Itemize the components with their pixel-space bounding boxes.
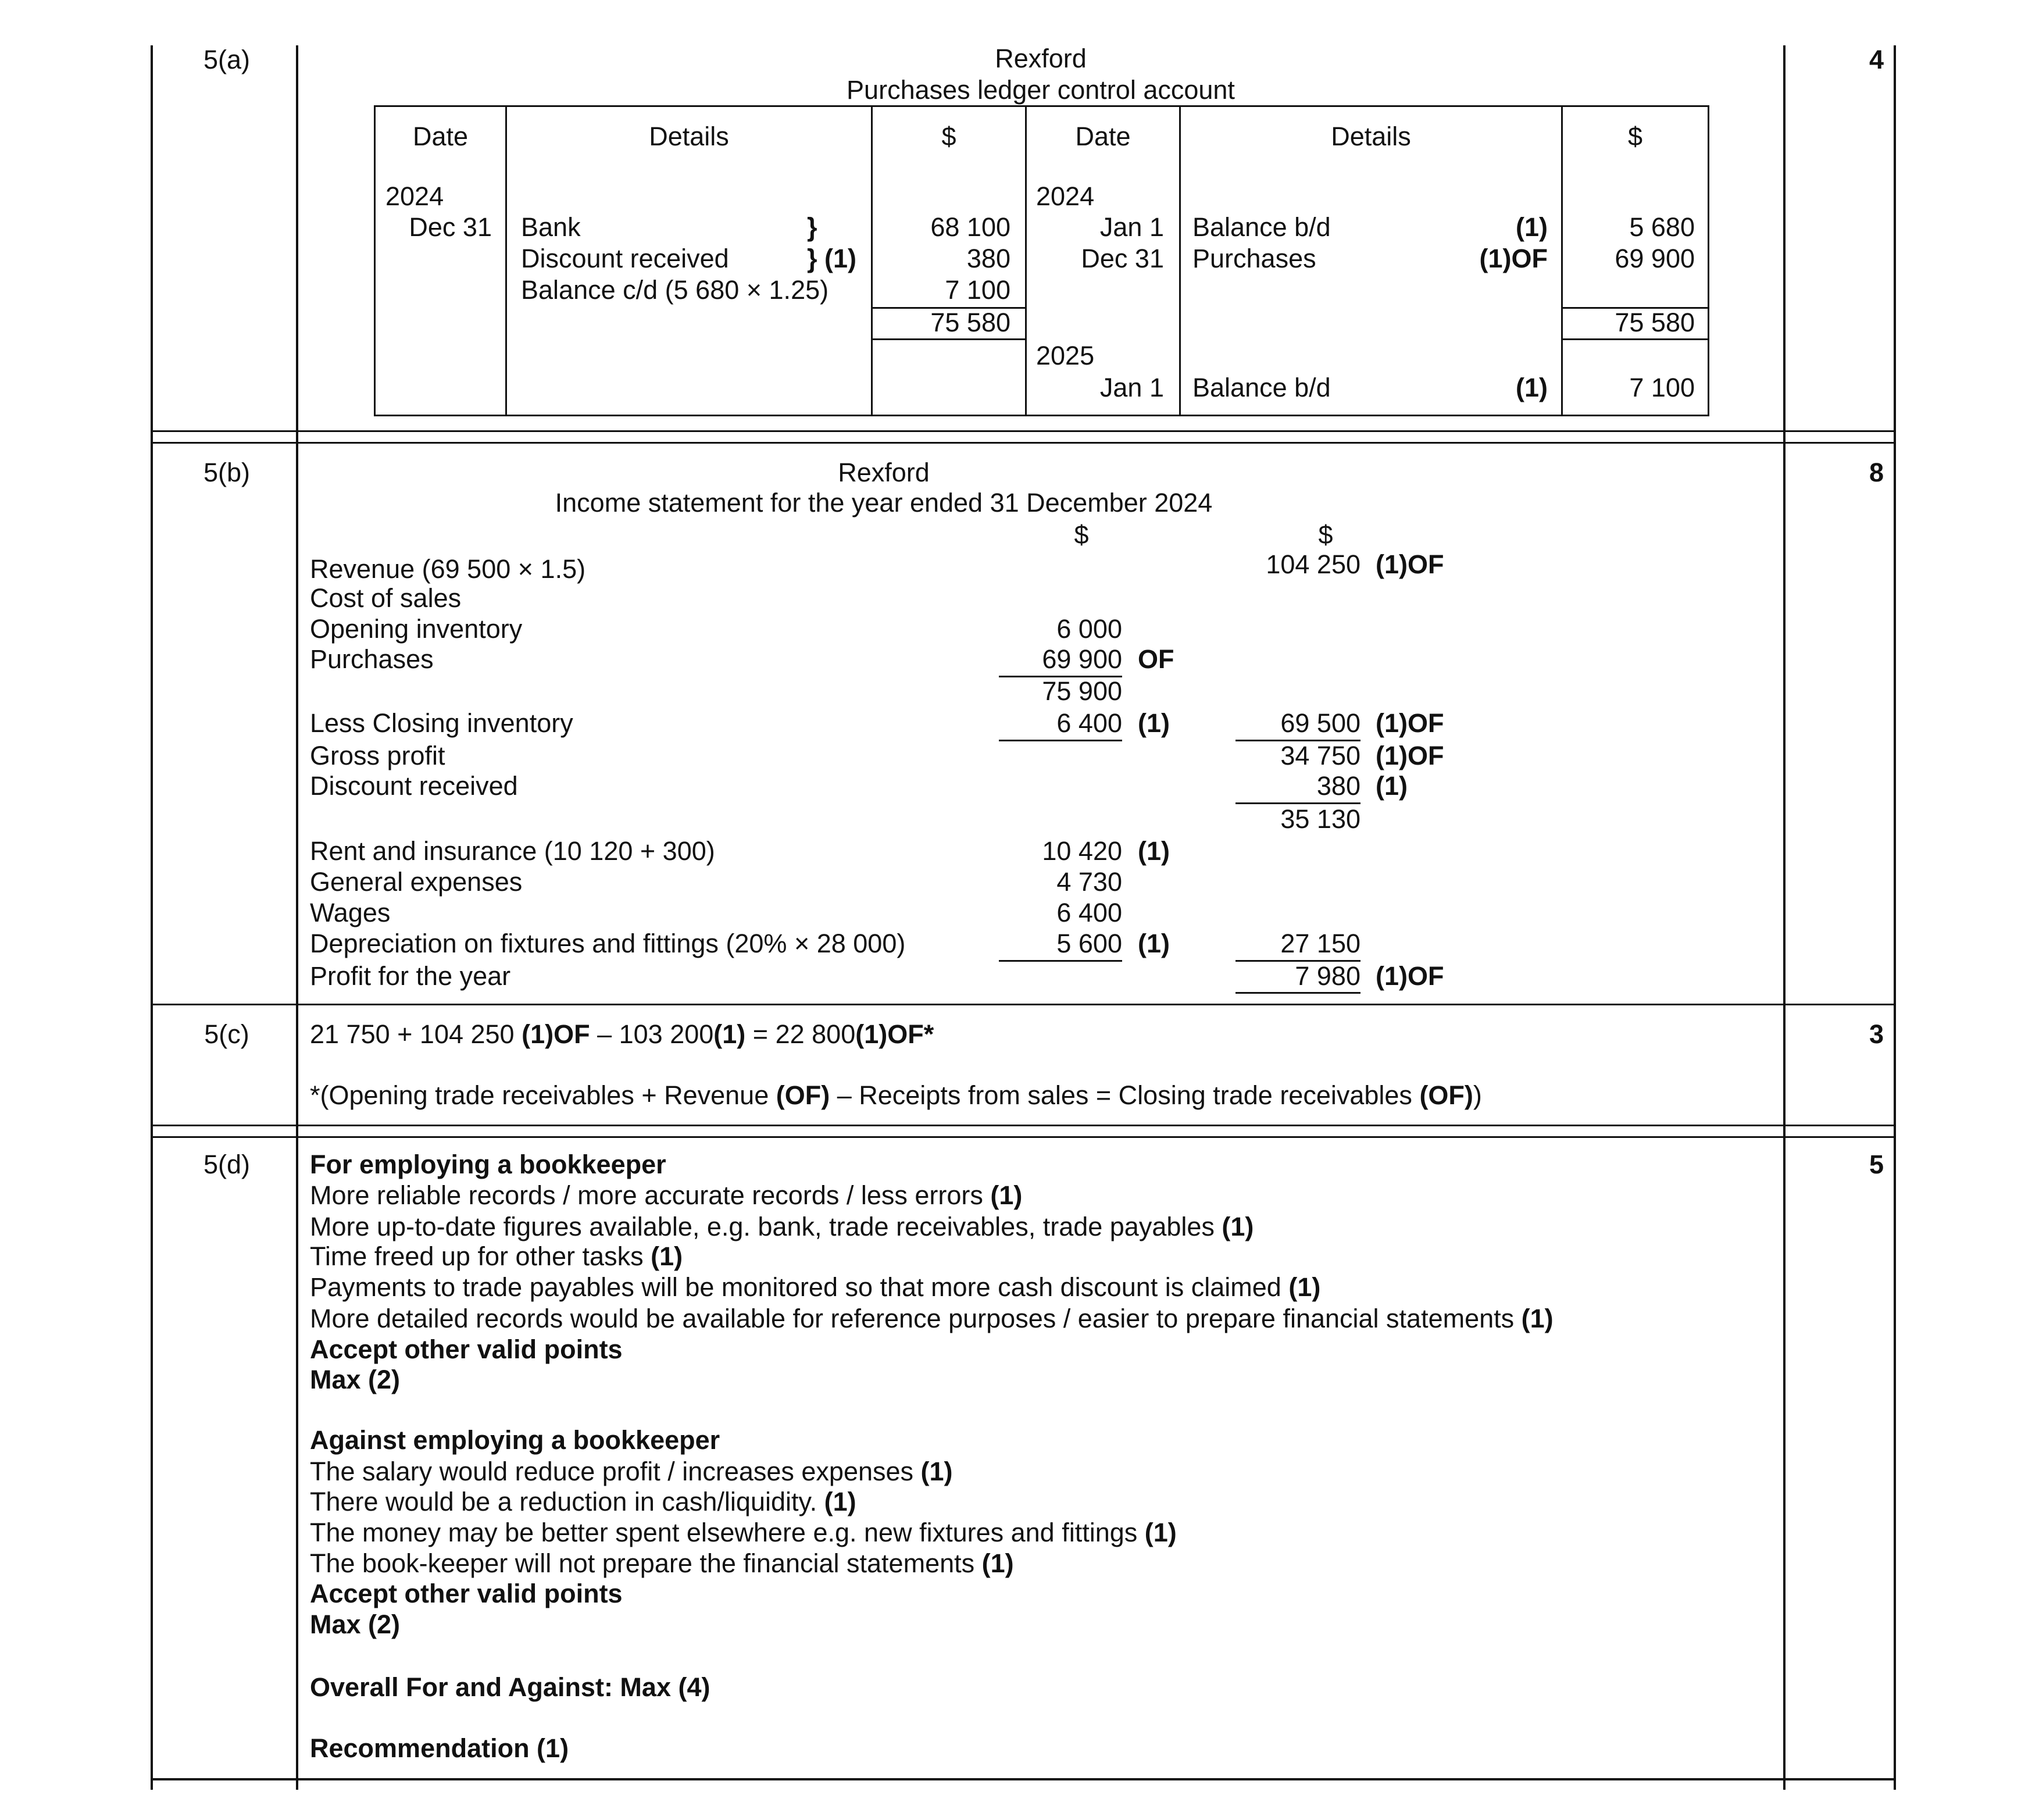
income-discount-label: Discount received [310,771,518,801]
for-point: Time freed up for other tasks (1) [310,1241,683,1271]
ledger-bottom-border [374,415,1709,416]
income-purchases-label: Purchases [310,644,434,674]
grid-col1-divider [296,45,298,1790]
explain-part-1: *(Opening trade receivables + Revenue [310,1080,776,1110]
income-discount-mark: (1) [1376,771,1408,801]
income-title: Rexford [838,458,930,487]
income-depreciation-mark: (1) [1138,929,1170,958]
grid-right-border [1894,45,1896,1790]
calc-mark-1: (1)OF [522,1019,590,1049]
income-general-label: General expenses [310,867,523,897]
against-point: The money may be better spent elsewhere e.g. new fixtures and fittings (1) [310,1518,1177,1547]
ledger-title: Rexford [995,44,1087,73]
income-wages-label: Wages [310,898,391,927]
question-number-5a: 5(a) [203,45,251,74]
ledger-cr-year-2025: 2025 [1036,341,1095,370]
income-gross-profit-label: Gross profit [310,741,445,770]
income-general-amount: 4 730 [1056,867,1122,897]
calc-mark-2: (1) [713,1019,746,1049]
ledger-dr-discount: Discount received [521,244,729,273]
question-number-5b: 5(b) [203,458,251,487]
answer-5c-calculation [310,1019,934,1050]
mark-5a: 4 [1869,45,1884,74]
mark-5c: 3 [1869,1019,1884,1049]
income-closing-inventory-label: Less Closing inventory [310,708,573,738]
explain-mark-1: (OF) [776,1080,830,1110]
income-purchases-mark: OF [1138,644,1174,674]
ledger-cr-total: 75 580 [1615,308,1695,337]
explain-mark-2: (OF) [1419,1080,1473,1110]
ledger-cr-balance-bd-2025: Balance b/d [1192,373,1331,402]
income-subtitle: Income statement for the year ended 31 December 2024 [555,488,1213,518]
ledger-dr-total: 75 580 [930,308,1010,337]
ledger-dr-discount-mark: } (1) [807,244,857,273]
income-rent-amount: 10 420 [1042,836,1122,866]
income-closing-inventory-mark: (1) [1138,708,1170,738]
income-col2-header: $ [1318,520,1333,549]
calc-mark-3: (1)OF* [855,1019,934,1049]
income-rent-label: Rent and insurance (10 120 + 300) [310,836,715,866]
grid-left-border [151,45,153,1790]
separator-5c-5d-top [151,1125,1896,1126]
ledger-cr-balance-bd: Balance b/d [1192,212,1331,242]
for-point: More reliable records / more accurate records / less errors (1) [310,1180,1023,1210]
grid-col2-divider [1783,45,1786,1790]
income-gross-profit-mark: (1)OF [1376,741,1444,770]
income-opening-inventory-amount: 6 000 [1056,614,1122,644]
ledger-dr-balance-amount: 7 100 [945,275,1010,305]
mark-5d: 5 [1869,1150,1884,1179]
income-revenue-amount: 104 250 [1266,549,1360,579]
ledger-header-amount-cr: $ [1627,122,1643,151]
mark-5b: 8 [1869,458,1884,487]
ledger-v6 [1708,105,1709,416]
ledger-dr-bank-amount: 68 100 [930,212,1010,242]
against-point: The salary would reduce profit / increases expenses (1) [310,1457,953,1486]
against-point: There would be a reduction in cash/liquidity. (1) [310,1487,856,1516]
ledger-cr-total-bottom-rule [1563,338,1708,340]
for-accept: Accept other valid points [310,1334,623,1364]
ledger-cr-balance-bd-mark: (1) [1516,212,1548,242]
income-cost-of-sales-amount: 69 500 [1280,708,1360,738]
ledger-dr-discount-amount: 380 [966,244,1010,273]
ledger-header-date-cr: Date [1075,122,1131,151]
income-profit-amount: 7 980 [1295,961,1360,991]
income-closing-inventory-amount: 6 400 [1056,708,1122,738]
against-point: The book-keeper will not prepare the financial statements (1) [310,1548,1014,1578]
ledger-dr-date: Dec 31 [409,212,492,242]
calc-part-2: – 103 200 [590,1019,714,1049]
explain-close: ) [1473,1080,1482,1110]
income-profit-label: Profit for the year [310,961,511,991]
for-max: Max (2) [310,1365,401,1394]
question-number-5d: 5(d) [203,1150,251,1179]
separator-5a-5b-top [151,430,1896,432]
question-number-5c: 5(c) [204,1019,249,1049]
ledger-cr-purchases-mark: (1)OF [1479,244,1548,273]
ledger-dr-total-bottom-rule [873,338,1025,340]
income-cost-of-sales-mark: (1)OF [1376,708,1444,738]
grid-bottom-border [151,1778,1896,1780]
calc-part-1: 21 750 + 104 250 [310,1019,522,1049]
ledger-header-amount-dr: $ [941,122,956,151]
income-revenue-mark: (1)OF [1376,549,1444,579]
answer-5c-explanation [310,1080,1482,1111]
ledger-subtitle: Purchases ledger control account [847,75,1235,105]
separator-5b-5c [151,1004,1896,1005]
income-subtotal2-amount: 35 130 [1280,804,1360,834]
income-opening-inventory-label: Opening inventory [310,614,523,644]
income-depreciation-label: Depreciation on fixtures and fittings (20% × 28 000) [310,929,906,958]
income-revenue-label: Revenue (69 500 × 1.5) [310,554,586,584]
against-max: Max (2) [310,1610,401,1639]
against-heading: Against employing a bookkeeper [310,1425,720,1455]
for-heading: For employing a bookkeeper [310,1150,666,1179]
income-purchases-amount: 69 900 [1042,644,1122,674]
ledger-cr-purchases: Purchases [1192,244,1316,273]
ledger-cr-date-jan1-2025: Jan 1 [1099,373,1164,402]
income-expenses-total-amount: 27 150 [1280,929,1360,958]
income-depreciation-rule [999,960,1122,962]
ledger-cr-balance-bd-2025-mark: (1) [1516,373,1548,402]
overall-max: Overall For and Against: Max (4) [310,1672,710,1702]
separator-5c-5d-bottom [151,1136,1896,1138]
ledger-cr-date-jan1: Jan 1 [1099,212,1164,242]
income-profit-rule [1235,992,1360,994]
income-cost-of-sales-label: Cost of sales [310,583,462,613]
recommendation: Recommendation (1) [310,1733,569,1763]
ledger-cr-date-dec31: Dec 31 [1081,244,1164,273]
calc-part-3: = 22 800 [745,1019,856,1049]
for-point: More up-to-date figures available, e.g. bank, trade receivables, trade payables (1) [310,1212,1254,1241]
ledger-header-date-dr: Date [412,122,469,151]
ledger-dr-bank: Bank [521,212,581,242]
ledger-cr-purchases-amount: 69 900 [1615,244,1695,273]
explain-part-2: – Receipts from sales = Closing trade receivables [830,1080,1420,1110]
income-depreciation-amount: 5 600 [1056,929,1122,958]
ledger-header-details-dr: Details [649,122,729,151]
income-wages-amount: 6 400 [1056,898,1122,927]
income-discount-amount: 380 [1316,771,1360,801]
income-profit-mark: (1)OF [1376,961,1444,991]
ledger-dr-balance-cd: Balance c/d (5 680 × 1.25) [521,275,829,305]
for-point: More detailed records would be available for reference purposes / easier to prepare financial statements (1) [310,1304,1554,1333]
income-gross-profit-amount: 34 750 [1280,741,1360,770]
income-col1-header: $ [1074,520,1089,549]
ledger-dr-bank-brace: } [807,212,817,242]
ledger-cr-year-2024: 2024 [1036,181,1095,211]
income-rent-mark: (1) [1138,836,1170,866]
against-accept: Accept other valid points [310,1579,623,1608]
for-point: Payments to trade payables will be monitored so that more cash discount is claimed (1) [310,1272,1321,1302]
separator-5a-5b-bottom [151,442,1896,444]
income-subtotal-amount: 75 900 [1042,676,1122,706]
income-closing-inventory-rule [999,740,1122,741]
ledger-cr-balance-bd-2025-amount: 7 100 [1629,373,1695,402]
ledger-top-border [374,105,1709,107]
ledger-cr-balance-bd-amount: 5 680 [1629,212,1695,242]
ledger-header-details-cr: Details [1331,122,1411,151]
ledger-dr-year: 2024 [385,181,444,211]
